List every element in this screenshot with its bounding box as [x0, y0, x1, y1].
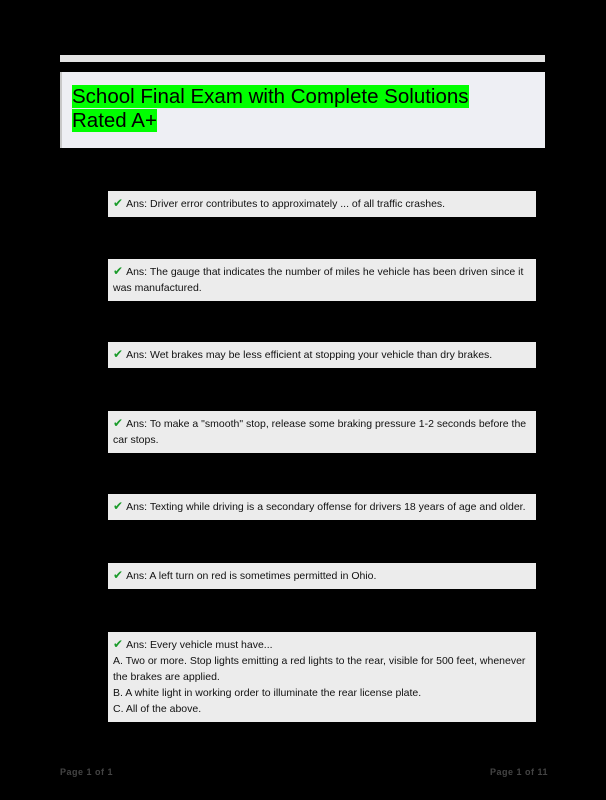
answer-line: ✔ Ans: The gauge that indicates the number of miles he vehicle has been driven since it was manufactured.	[113, 264, 524, 294]
page-number: Page 1 of 11	[489, 767, 548, 777]
top-divider	[60, 55, 545, 62]
answer-line: C. All of the above.	[113, 703, 202, 715]
check-icon: ✔	[113, 499, 124, 513]
footer-left: Page 1 of 1	[60, 767, 114, 777]
answer-card	[108, 191, 536, 217]
answer-card	[108, 342, 536, 368]
check-icon: ✔	[113, 347, 124, 361]
check-icon: ✔	[113, 568, 124, 582]
check-icon: ✔	[113, 637, 124, 651]
answer-card	[108, 411, 536, 453]
title-box	[60, 72, 545, 148]
answer-line: ✔ Ans: Texting while driving is a secondary offense for drivers 18 years of age and older.	[113, 499, 526, 513]
answer-line: B. A white light in working order to illuminate the rear license plate.	[113, 687, 422, 699]
check-icon: ✔	[113, 196, 124, 210]
page-title: School Final Exam with Complete Solutions Rated A+	[72, 85, 469, 132]
answer-card	[108, 632, 536, 722]
answer-line: A. Two or more. Stop lights emitting a red lights to the rear, visible for 500 feet, whenever the brakes are applied.	[113, 655, 526, 683]
answer-line: ✔ Ans: To make a "smooth" stop, release some braking pressure 1-2 seconds before the car stops.	[113, 416, 527, 446]
answer-card	[108, 563, 536, 589]
answer-card	[108, 259, 536, 301]
answer-line: ✔ Ans: Every vehicle must have...	[113, 637, 273, 651]
answer-line: ✔ Ans: A left turn on red is sometimes permitted in Ohio.	[113, 568, 377, 582]
answer-card	[108, 494, 536, 520]
check-icon: ✔	[113, 416, 124, 430]
answer-line: ✔ Ans: Wet brakes may be less efficient at stopping your vehicle than dry brakes.	[113, 347, 493, 361]
answer-line: ✔ Ans: Driver error contributes to approximately ... of all traffic crashes.	[113, 196, 446, 210]
check-icon: ✔	[113, 264, 124, 278]
